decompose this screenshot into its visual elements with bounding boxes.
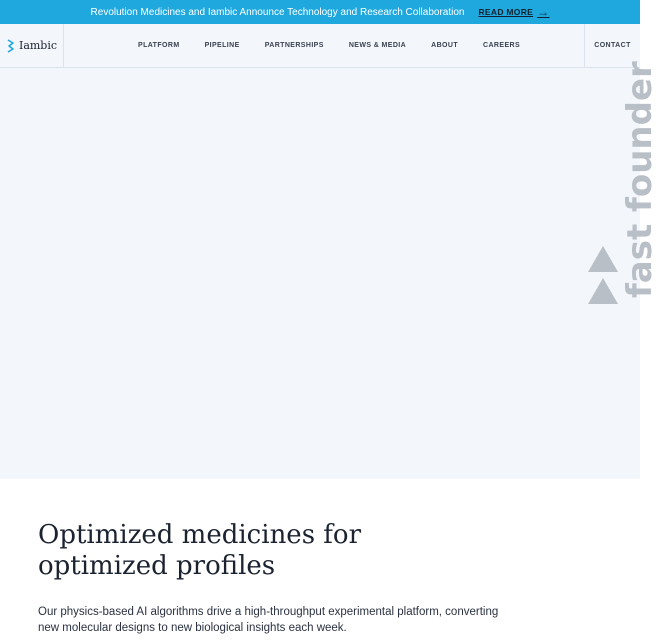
nav-news-media[interactable]: NEWS & MEDIA (348, 42, 407, 49)
nav-platform[interactable]: PLATFORM (138, 42, 180, 49)
hero-section (0, 61, 660, 479)
logo[interactable] (0, 24, 64, 67)
nav-careers[interactable]: CAREERS (483, 42, 521, 49)
read-more-label: READ MORE (478, 7, 534, 17)
top-navigation (0, 24, 640, 68)
logo-text: Iambic (18, 39, 58, 52)
nav-about[interactable]: ABOUT (431, 42, 459, 49)
intro-body: Our physics-based AI algorithms drive a high-throughput experimental platform, converting new molecular designs to new biological insights each week. (38, 606, 499, 634)
arrow-right-icon: → (537, 5, 550, 19)
nav-links (125, 24, 520, 67)
announcement-banner (0, 0, 640, 24)
nav-pipeline[interactable]: PIPELINE (204, 42, 240, 49)
hero-vertical-text: fast founder (620, 61, 660, 298)
hero-vertical-text-clip (586, 61, 660, 308)
intro-heading: Optimized medicines for optimized profiles (38, 520, 362, 581)
intro-section (38, 520, 598, 636)
play-triangle-icon (588, 278, 618, 304)
banner-message: Revolution Medicines and Iambic Announce Technology and Research Collaboration (90, 6, 465, 18)
iambic-logo-icon (6, 39, 16, 53)
nav-partnerships[interactable]: PARTNERSHIPS (264, 42, 324, 49)
play-triangle-icon (588, 246, 618, 272)
contact-button[interactable]: CONTACT (584, 24, 640, 67)
read-more-link[interactable] (478, 5, 549, 19)
